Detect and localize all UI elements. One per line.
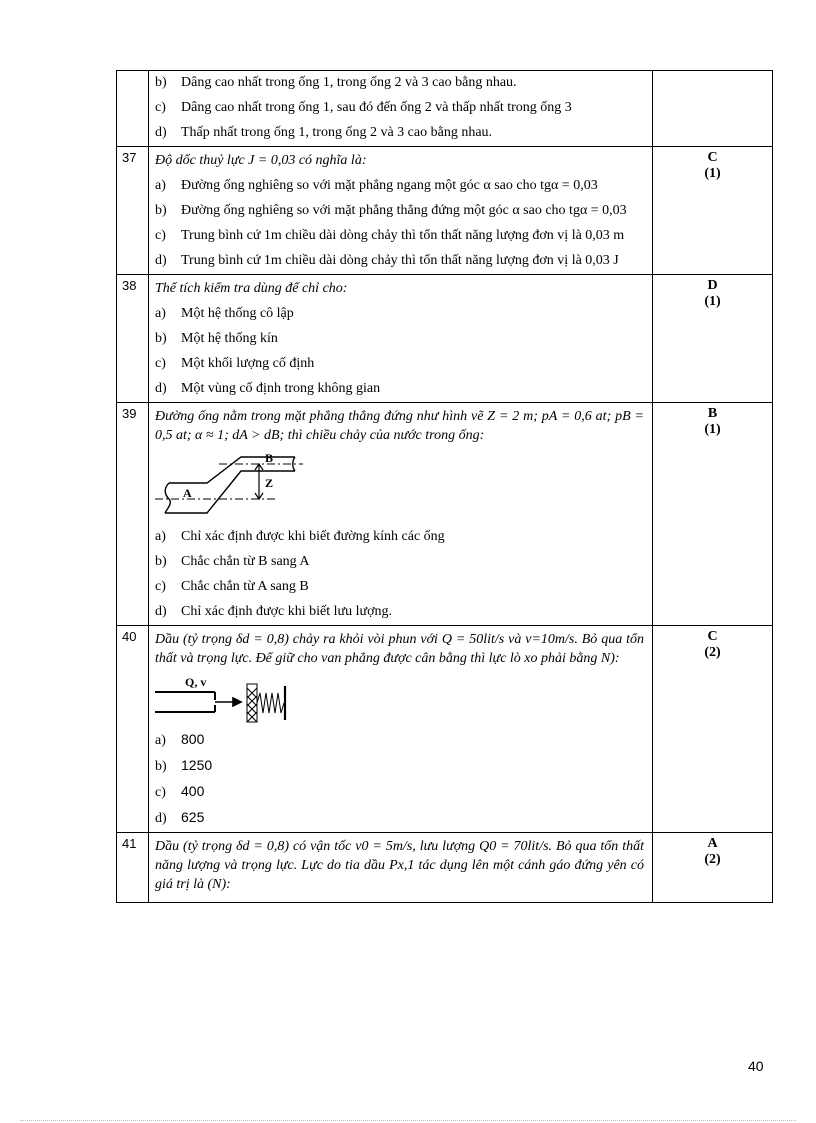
nozzle-spring-diagram [155, 674, 300, 726]
answer-cell [653, 626, 773, 833]
option: a) 800 [155, 731, 205, 748]
question-number: 37 [117, 147, 149, 275]
option: c) Một khối lượng cố định [155, 356, 315, 371]
option: c) Chắc chắn từ A sang B [155, 579, 309, 594]
option: b) 1250 [155, 757, 213, 774]
question-text: Dầu (tỷ trọng δd = 0,8) có vận tốc v0 = 5m/s, lưu lượng Q0 = 70lit/s. Bỏ qua tổn thất năng lượng và trọng lực. Lực do tia dầu Px,1 tác dụng lên một cánh gáo đứng yên có giá trị là (N): [155, 839, 644, 892]
question-text: Thể tích kiểm tra dùng để chỉ cho: [155, 281, 348, 296]
label-z: Z [265, 476, 274, 490]
question-text: Độ dốc thuỷ lực J = 0,03 có nghĩa là: [155, 153, 367, 168]
option: b) Đường ống nghiêng so với mặt phẳng thẳng đứng một góc α sao cho tgα = 0,03 [155, 203, 627, 218]
option: d) Thấp nhất trong ống 1, trong ống 2 và 3 cao bằng nhau. [155, 125, 493, 140]
option: d) 625 [155, 809, 205, 826]
answer-cell [653, 147, 773, 275]
answer-cell [653, 275, 773, 403]
option: b) Một hệ thống kín [155, 331, 278, 346]
question-number: 41 [117, 833, 149, 903]
question-body [149, 403, 653, 626]
table-row [117, 71, 773, 147]
option: b) Dâng cao nhất trong ống 1, trong ống 2 và 3 cao bằng nhau. [155, 75, 517, 90]
question-body [149, 833, 653, 903]
answer-points: (2) [704, 852, 721, 867]
question-body [149, 626, 653, 833]
question-number: 38 [117, 275, 149, 403]
question-body [149, 275, 653, 403]
table-row [117, 147, 773, 275]
question-text: Dầu (tỷ trọng δd = 0,8) chảy ra khỏi vòi phun với Q = 50lit/s và v=10m/s. Bỏ qua tổn thất và trọng lực. Để giữ cho van phẳng được cân bằng thì lực lò xo phải bằng N): [155, 632, 644, 666]
table-row [117, 275, 773, 403]
question-number: 40 [117, 626, 149, 833]
table-row [117, 626, 773, 833]
question-number: 39 [117, 403, 149, 626]
answer-letter: D [707, 278, 718, 293]
answer-cell [653, 71, 773, 147]
option: a) Đường ống nghiêng so với mặt phẳng ngang một góc α sao cho tgα = 0,03 [155, 178, 598, 193]
label-a: A [183, 486, 192, 500]
answer-letter: C [707, 150, 718, 165]
option: c) 400 [155, 783, 205, 800]
option: a) Chỉ xác định được khi biết đường kính các ống [155, 529, 445, 544]
answer-points: (1) [704, 422, 721, 437]
pipe-diagram [155, 451, 315, 523]
option: d) Một vùng cố định trong không gian [155, 381, 381, 396]
answer-letter: C [707, 629, 718, 644]
option: d) Chỉ xác định được khi biết lưu lượng. [155, 604, 392, 619]
option: a) Một hệ thống cô lập [155, 306, 294, 321]
question-body [149, 147, 653, 275]
option: b) Chắc chắn từ B sang A [155, 554, 310, 569]
option: c) Trung bình cứ 1m chiều dài dòng chảy thì tổn thất năng lượng đơn vị là 0,03 m [155, 228, 625, 243]
question-text: Đường ống nằm trong mặt phẳng thẳng đứng như hình vẽ Z = 2 m; pA = 0,6 at; pB = 0,5 at; α ≈ 1; dA > dB; thì chiều chảy của nước trong ống: [155, 409, 644, 443]
label-b: B [265, 451, 274, 465]
option: d) Trung bình cứ 1m chiều dài dòng chảy thì tổn thất năng lượng đơn vị là 0,03 J [155, 253, 619, 268]
answer-cell [653, 833, 773, 903]
label-qv: Q, v [185, 675, 207, 689]
answer-letter: A [707, 836, 718, 851]
answer-points: (1) [704, 294, 721, 309]
answer-points: (2) [704, 645, 721, 660]
table-row [117, 403, 773, 626]
question-number [117, 71, 149, 147]
question-table [116, 70, 773, 903]
table-row [117, 833, 773, 903]
option: c) Dâng cao nhất trong ống 1, sau đó đến ống 2 và thấp nhất trong ống 3 [155, 100, 572, 115]
question-body [149, 71, 653, 147]
page-number: 40 [748, 1058, 764, 1074]
answer-cell [653, 403, 773, 626]
answer-points: (1) [704, 166, 721, 181]
answer-letter: B [707, 406, 718, 421]
page-bottom-divider [20, 1120, 796, 1121]
